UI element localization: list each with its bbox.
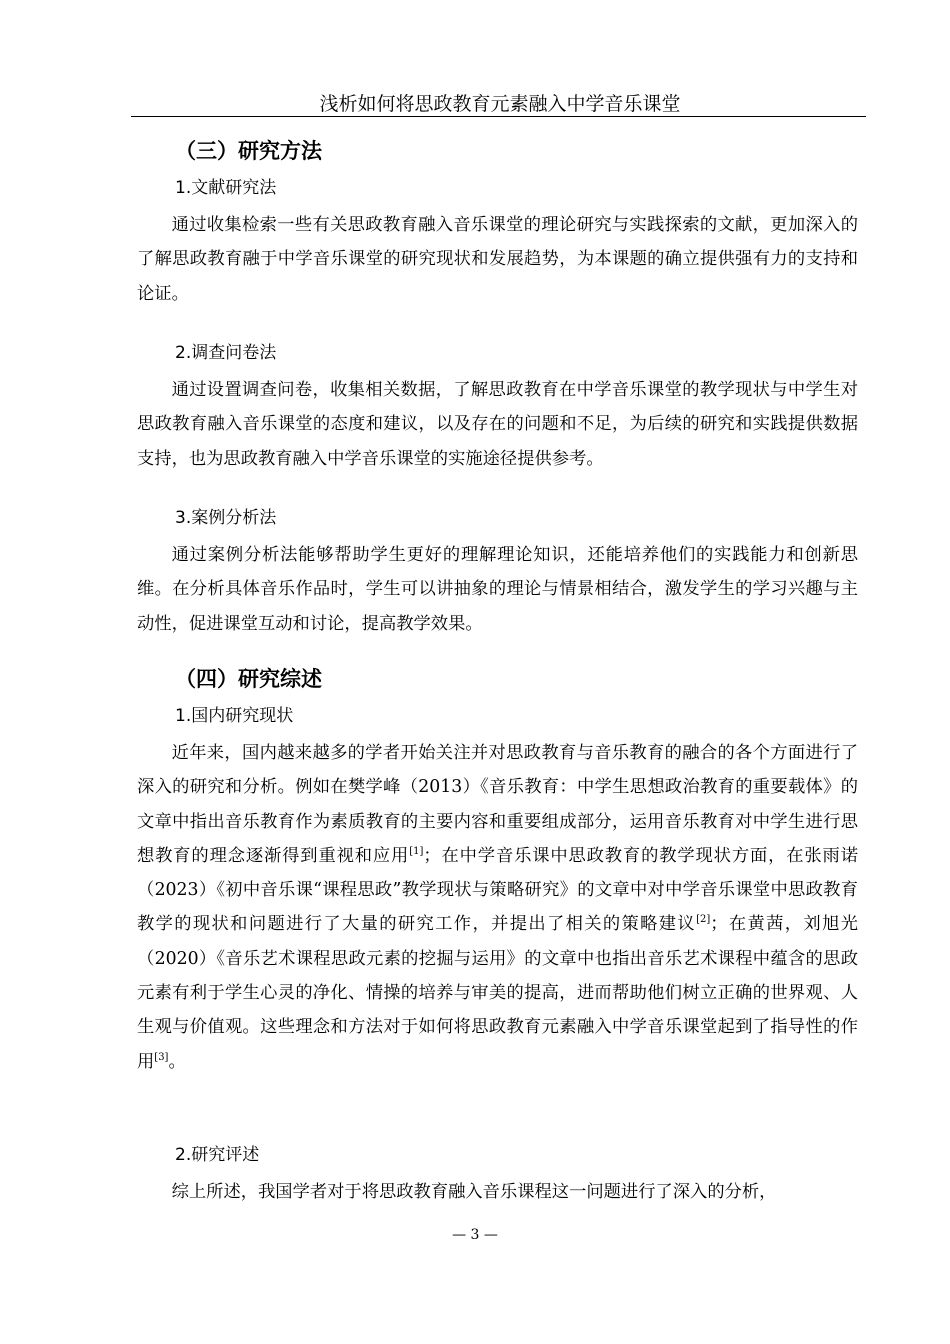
paragraph-literature-research: 通过收集检索一些有关思政教育融入音乐课堂的理论研究与实践探索的文献，更加深入的了解思政教育融于中学音乐课堂的研究现状和发展趋势，为本课题的确立提供强有力的支持和论证。 [137, 215, 858, 304]
subheading-literature-research: 1.文献研究法 [175, 178, 277, 198]
section-heading-methods: （三）研究方法 [175, 138, 322, 163]
domestic-status-text-4: 。 [168, 1051, 186, 1072]
section-heading-review: （四）研究综述 [175, 666, 322, 691]
page-number: — 3 — [452, 1227, 498, 1243]
domestic-status-text-3: ；在黄茜，刘旭光（2020）《音乐艺术课程思政元素的挖掘与运用》的文章中也指出音乐艺术课程中蕴含的思政元素有利于学生心灵的净化、情操的培养与审美的提高，进而帮助他们树立正确的世界观、人生观与价值观。这些理念和方法对于如何将思政教育元素融入中学音乐课堂起到了指导性的作用 [137, 914, 858, 1072]
paragraph-questionnaire: 通过设置调查问卷，收集相关数据，了解思政教育在中学音乐课堂的教学现状与中学生对思政教育融入音乐课堂的态度和建议，以及存在的问题和不足，为后续的研究和实践提供数据支持，也为思政教育融入中学音乐课堂的实施途径提供参考。 [137, 380, 858, 469]
domestic-status-text-2: ；在中学音乐课中思政教育的教学现状方面，在张雨诺（2023）《初中音乐课“课程思政”教学现状与策略研究》的文章中对中学音乐课堂中思政教育教学的现状和问题进行了大量的研究工作，并提出了相关的策略建议 [137, 845, 858, 935]
running-header: 浅析如何将思政教育元素融入中学音乐课堂 [319, 93, 681, 115]
citation-2: [2] [696, 914, 711, 926]
subheading-questionnaire: 2.调查问卷法 [175, 343, 277, 363]
subheading-case-analysis: 3.案例分析法 [175, 508, 277, 528]
paragraph-research-review: 综上所述，我国学者对于将思政教育融入音乐课程这一问题进行了深入的分析， [171, 1182, 777, 1202]
subheading-research-review: 2.研究评述 [175, 1145, 260, 1165]
citation-3: [3] [154, 1051, 169, 1063]
paragraph-case-analysis: 通过案例分析法能够帮助学生更好的理解理论知识，还能培养他们的实践能力和创新思维。在分析具体音乐作品时，学生可以讲抽象的理论与情景相结合，激发学生的学习兴趣与主动性，促进课堂互动和讨论，提高教学效果。 [137, 545, 858, 634]
paragraph-domestic-status [137, 736, 858, 1079]
citation-1: [1] [409, 845, 424, 857]
domestic-status-text-1: 近年来，国内越来越多的学者开始关注并对思政教育与音乐教育的融合的各个方面进行了深入的研究和分析。例如在樊学峰（2013）《音乐教育：中学生思想政治教育的重要载体》的文章中指出音乐教育作为素质教育的主要内容和重要组成部分，运用音乐教育对中学生进行思想教育的理念逐渐得到重视和应用 [137, 743, 858, 866]
subheading-domestic-status: 1.国内研究现状 [175, 706, 294, 726]
header-rule [131, 116, 866, 117]
